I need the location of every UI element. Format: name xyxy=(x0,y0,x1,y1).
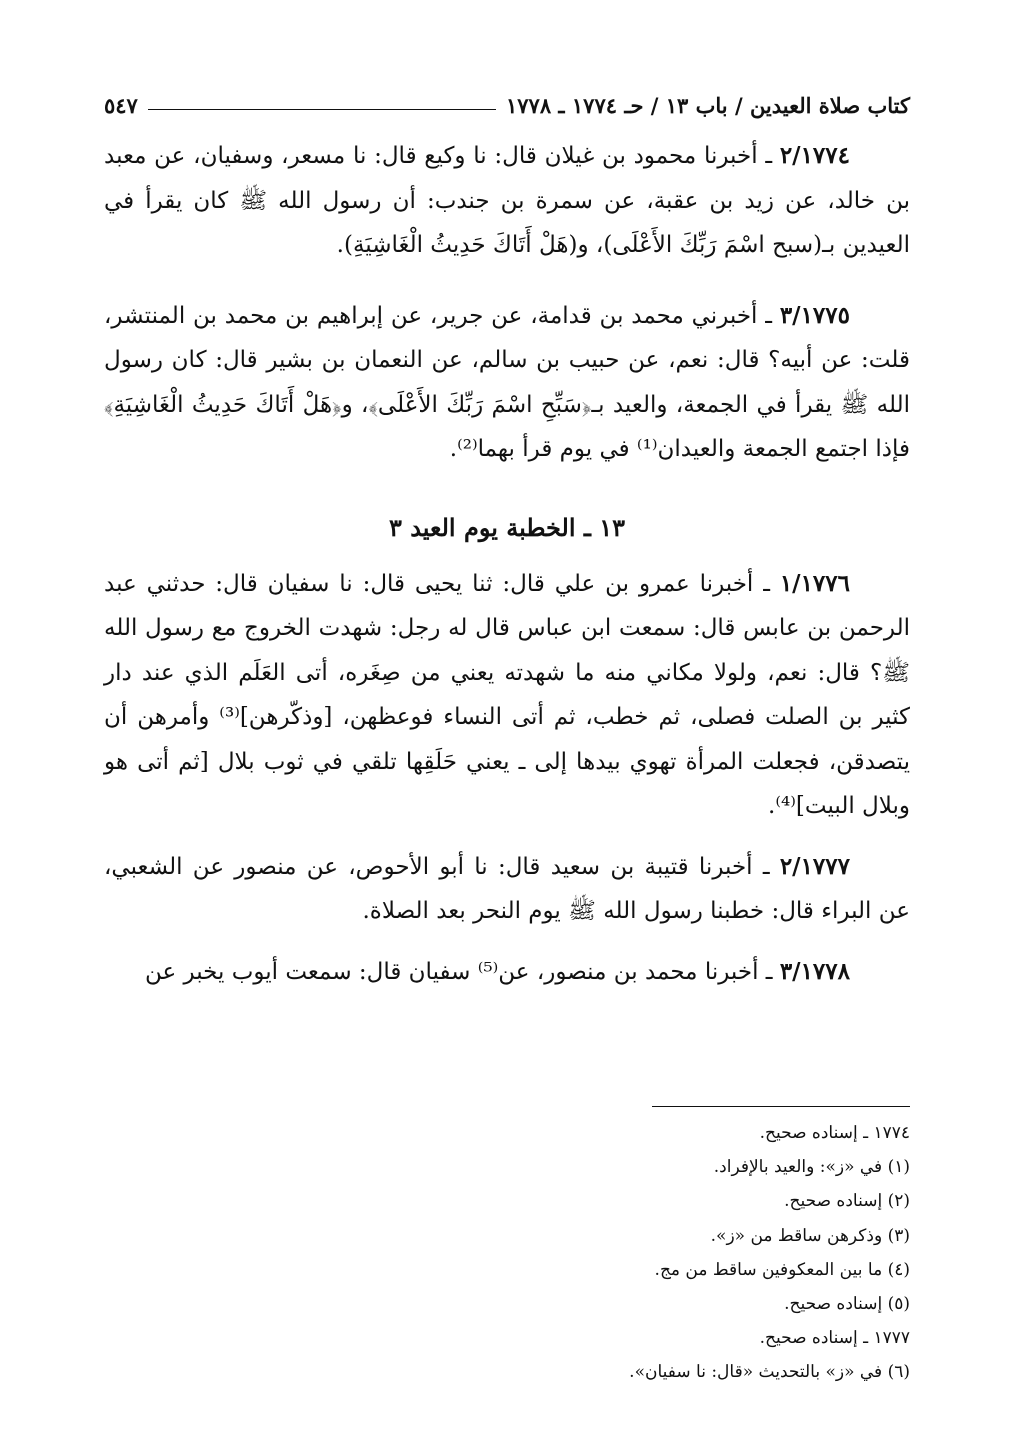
footnote: (٥) إسناده صحيح. xyxy=(784,1294,910,1315)
hadith-number: ٢/١٧٧٧ xyxy=(779,852,850,880)
running-header xyxy=(104,84,910,118)
footnote: (٦) في «ز» بالتحديث «قال: نا سفيان». xyxy=(629,1362,910,1383)
footnotes xyxy=(104,1116,910,1390)
book-page xyxy=(104,84,910,1414)
hadith-1774 xyxy=(104,134,910,268)
footnote: ١٧٧٤ ـ إسناده صحيح. xyxy=(759,1123,910,1143)
footnote: ١٧٧٧ ـ إسناده صحيح. xyxy=(759,1328,910,1349)
hadith-text: ـ أخبرنا عمرو بن علي قال: ثنا يحيى قال: نا سفيان قال: حدثني عبد الرحمن بن عابس قال: سمعت ابن عباس قال له رجل: شهدت الخروج مع رسول الله ﷺ؟ قال: نعم، ولولا مكاني منه ما شهدته يعني من صِغَره، أتى العَلَم الذي عند دار كثير بن الصلت فصلى، ثم خطب، ثم أتى النساء فوعظهن، [وذكّرهن]⁽³⁾ وأمرهن أن يتصدقن، فجعلت المرأة تهوي بيدها إلى ـ يعني حَلَقِها تلقي في ثوب بلال [ثم أتى هو وبلال البيت]⁽⁴⁾. xyxy=(104,570,911,819)
footnote: (١) في «ز»: والعيد بالإفراد. xyxy=(713,1157,910,1178)
footnote: (٤) ما بين المعكوفين ساقط من مج. xyxy=(654,1259,910,1280)
hadith-number: ٣/١٧٧٨ xyxy=(779,957,850,985)
hadith-number: ١/١٧٧٦ xyxy=(779,569,850,597)
footnote-separator xyxy=(652,1106,910,1107)
hadith-1777 xyxy=(104,845,910,934)
hadith-number: ٢/١٧٧٤ xyxy=(779,142,850,169)
page-number: ٥٤٧ xyxy=(104,93,138,118)
hadith-text: ـ أخبرنا محمود بن غيلان قال: نا وكيع قال: نا مسعر، وسفيان، عن معبد بن خالد، عن زيد بن عقبة، عن سمرة بن جندب: أن رسول الله ﷺ كان يقرأ في العيدين بـ(سبح اسْمَ رَبِّكَ الأَعْلَى)، و(هَلْ أَتَاكَ حَدِيثُ الْغَاشِيَةِ). xyxy=(104,143,910,258)
footnote: (٣) وذكرهن ساقط من «ز». xyxy=(710,1225,910,1246)
hadith-number: ٣/١٧٧٥ xyxy=(779,301,850,329)
hadith-1776 xyxy=(104,562,910,829)
main-text xyxy=(104,134,910,994)
hadith-1775 xyxy=(104,294,910,472)
header-title: كتاب صلاة العيدين / باب ١٣ / حـ ١٧٧٤ ـ ١٧٧٨ xyxy=(505,93,910,118)
hadith-text: ـ أخبرني محمد بن قدامة، عن جرير، عن إبراهيم بن محمد بن المنتشر، قلت: عن أبيه؟ قال: نعم، عن حبيب بن سالم، عن النعمان بن بشير قال: كان رسول الله ﷺ يقرأ في الجمعة، والعيد بـ﴿سَبِّحِ اسْمَ رَبِّكَ الأَعْلَى﴾، و﴿هَلْ أَتَاكَ حَدِيثُ الْغَاشِيَةِ﴾ فإذا اجتمع الجمعة والعيدان⁽¹⁾ في يوم قرأ بهما⁽²⁾. xyxy=(104,302,910,462)
hadith-text: ـ أخبرنا قتيبة بن سعيد قال: نا أبو الأحوص، عن منصور عن الشعبي، عن البراء قال: خطبنا رسول الله ﷺ يوم النحر بعد الصلاة. xyxy=(104,853,910,924)
footnote: (٢) إسناده صحيح. xyxy=(784,1191,910,1212)
header-rule xyxy=(148,109,496,110)
chapter-title: ١٣ ـ الخطبة يوم العيد ٣ xyxy=(388,512,626,542)
hadith-1778 xyxy=(104,950,910,995)
hadith-text: ـ أخبرنا محمد بن منصور، عن⁽⁵⁾ سفيان قال: سمعت أيوب يخبر عن xyxy=(144,958,780,985)
